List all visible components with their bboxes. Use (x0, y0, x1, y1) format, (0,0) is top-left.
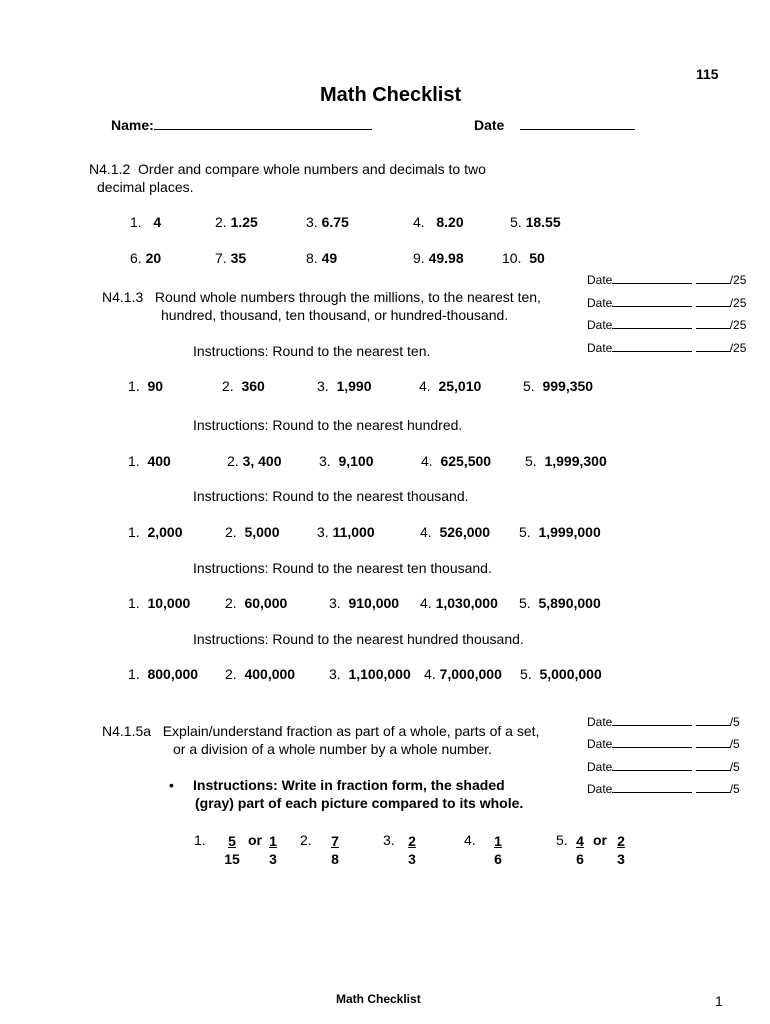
fraction-label: 2. (300, 832, 312, 848)
s1-item: 8. 49 (306, 250, 338, 266)
answer-item: 1. 400 (128, 453, 171, 469)
answer-item: 2. 5,000 (225, 524, 280, 540)
answer-item: 2. 400,000 (225, 666, 296, 682)
name-label: Name: (111, 117, 154, 133)
answer-item: 1. 10,000 (128, 595, 191, 611)
s1-item: 10. 50 (502, 250, 545, 266)
s1-item: 2. 1.25 (215, 214, 258, 230)
s1-item: 7. 35 (215, 250, 247, 266)
answer-item: 2. 360 (222, 378, 265, 394)
s1-item: 5. 18.55 (510, 214, 561, 230)
or-word: or (593, 832, 607, 848)
fraction: $\frac{2}{3}$ (408, 833, 416, 867)
date-label: Date (474, 117, 505, 133)
answer-item: 3. 1,100,000 (329, 666, 411, 682)
fraction: $\frac{4}{6}$ (576, 833, 584, 867)
bullet-icon: • (169, 777, 174, 793)
answer-item: 2. 3, 400 (227, 453, 282, 469)
s3-text2: or a division of a whole number by a whole number. (173, 741, 493, 757)
fraction-label: 1. (194, 832, 206, 848)
answer-item: 5. 999,350 (523, 378, 594, 394)
s1-heading (89, 161, 486, 177)
s3-text1: Explain/understand fraction as part of a whole, parts of a set, (162, 723, 540, 739)
answer-item: 3. 9,100 (319, 453, 374, 469)
s2-date-score-row[interactable]: Date /25 (587, 296, 747, 310)
answer-item: 3. 11,000 (317, 524, 375, 540)
s1-item: 6. 20 (130, 250, 162, 266)
s1-item: 4. 8.20 (413, 214, 464, 230)
s2-code: N4.1.3 (102, 289, 144, 305)
answer-item: 5. 1,999,000 (519, 524, 601, 540)
answer-item: 4. 625,500 (421, 453, 492, 469)
instruction: Instructions: Round to the nearest hundred. (193, 417, 463, 433)
fraction: $\frac{7}{8}$ (331, 833, 339, 867)
s3-date-score-row[interactable]: Date /5 (587, 737, 740, 751)
page-title: Math Checklist (320, 84, 462, 106)
answer-item: 1. 90 (128, 378, 164, 394)
answer-item: 4. 25,010 (419, 378, 482, 394)
s2-date-score-row[interactable]: Date /25 (587, 273, 747, 287)
s1-item: 3. 6.75 (306, 214, 349, 230)
answer-item: 2. 60,000 (225, 595, 288, 611)
s3-date-score-row[interactable]: Date /5 (587, 760, 740, 774)
answer-item: 5. 5,890,000 (519, 595, 601, 611)
footer-page-number: 1 (715, 993, 723, 1009)
s3-instr2: (gray) part of each picture compared to its whole. (195, 795, 524, 811)
s3-heading (102, 723, 539, 739)
s2-date-score-row[interactable]: Date /25 (587, 341, 747, 355)
instruction: Instructions: Round to the nearest hundred thousand. (193, 631, 524, 647)
s2-heading (102, 289, 541, 305)
answer-item: 3. 1,990 (317, 378, 372, 394)
instruction: Instructions: Round to the nearest ten thousand. (193, 560, 492, 576)
s3-date-score-row[interactable]: Date /5 (587, 782, 740, 796)
s1-item: 1. 4 (130, 214, 162, 230)
s2-text2: hundred, thousand, ten thousand, or hundred-thousand. (161, 307, 509, 323)
answer-item: 3. 910,000 (329, 595, 400, 611)
s1-text2: decimal places. (97, 179, 194, 195)
s3-instr1: Instructions: Write in fraction form, the shaded (193, 777, 505, 793)
answer-item: 5. 1,999,300 (525, 453, 607, 469)
footer-title: Math Checklist (336, 992, 421, 1006)
answer-item: 1. 800,000 (128, 666, 199, 682)
answer-item: 4. 7,000,000 (424, 666, 502, 682)
answer-item: 5. 5,000,000 (520, 666, 602, 682)
s2-date-score-row[interactable]: Date /25 (587, 318, 747, 332)
s3-code: N4.1.5a (102, 723, 152, 739)
fraction-label: 3. (383, 832, 395, 848)
s1-text1: Order and compare whole numbers and decimals to two (138, 161, 486, 177)
s1-code: N4.1.2 (89, 161, 131, 177)
fraction-label: 5. (556, 832, 568, 848)
s3-date-score-row[interactable]: Date /5 (587, 715, 740, 729)
answer-item: 4. 1,030,000 (420, 595, 498, 611)
name-line (154, 128, 372, 130)
or-word: or (248, 832, 262, 848)
date-line (520, 128, 635, 130)
fraction: $\frac{1}{3}$ (269, 833, 277, 867)
answer-item: 4. 526,000 (420, 524, 491, 540)
s2-text1: Round whole numbers through the millions, to the nearest ten, (154, 289, 541, 305)
date-field[interactable] (474, 117, 635, 133)
fraction: $\frac{2}{3}$ (617, 833, 625, 867)
fraction-label: 4. (464, 832, 476, 848)
s1-item: 9. 49.98 (413, 250, 464, 266)
fraction: $\frac{1}{6}$ (494, 833, 502, 867)
page-number-top: 115 (696, 66, 719, 82)
name-field[interactable] (111, 117, 372, 133)
fraction: $\frac{5}{15}$ (224, 833, 240, 867)
answer-item: 1. 2,000 (128, 524, 183, 540)
instruction: Instructions: Round to the nearest thousand. (193, 488, 469, 504)
instruction: Instructions: Round to the nearest ten. (193, 343, 431, 359)
